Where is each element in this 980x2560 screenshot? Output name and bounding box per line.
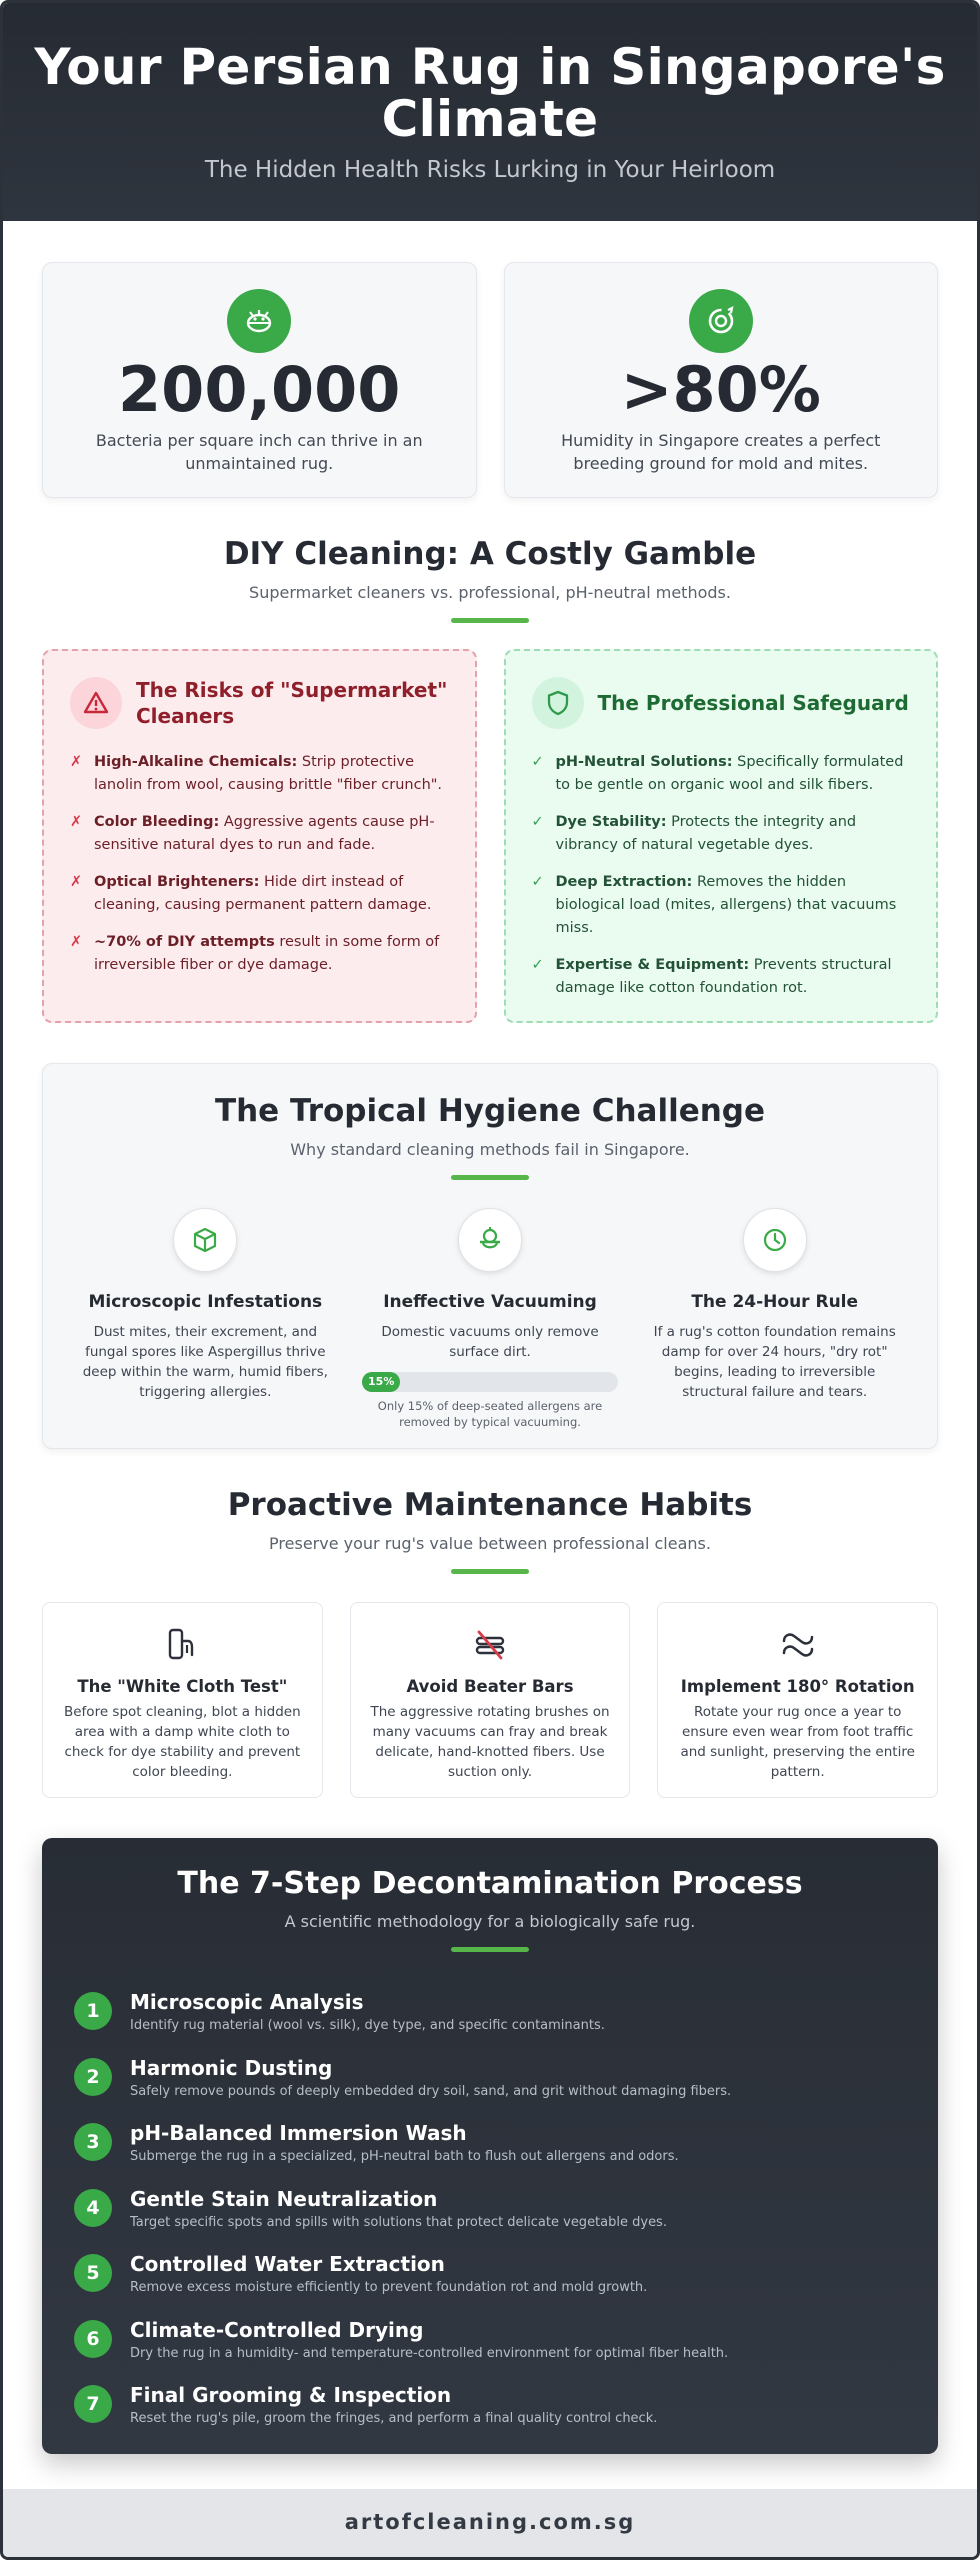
bacteria-icon [227, 289, 291, 353]
challenge-infestations [63, 1208, 348, 1430]
step-title: Microscopic Analysis [130, 1990, 364, 2014]
cross-icon: ✗ [70, 934, 83, 950]
section-subtitle: Preserve your rug's value between professional cleans. [269, 1534, 711, 1553]
section-subtitle: Why standard cleaning methods fail in Singapore. [290, 1140, 690, 1159]
tropical-challenge-panel [42, 1063, 938, 1449]
vacuum-icon [458, 1208, 522, 1272]
step-number: 5 [74, 2254, 112, 2292]
habit-title: Avoid Beater Bars [406, 1677, 574, 1696]
safeguard-item: ✓ pH-Neutral Solutions: Specifically formulated to be gentle on organic wool and silk fibers. [532, 751, 913, 797]
challenge-vacuuming [348, 1208, 633, 1430]
challenge-title: Ineffective Vacuuming [383, 1292, 597, 1312]
check-icon: ✓ [531, 814, 544, 830]
challenge-24-hour-rule [632, 1208, 917, 1430]
step-title: Harmonic Dusting [130, 2055, 333, 2080]
accent-divider [451, 618, 529, 623]
allergen-progress-bar [362, 1372, 618, 1392]
section-title: The 7-Step Decontamination Process [177, 1866, 803, 1901]
step-number: 1 [74, 1992, 112, 2030]
section-title: Proactive Maintenance Habits [227, 1487, 753, 1523]
decontamination-process-panel [42, 1838, 938, 2454]
comparison-row [42, 649, 938, 1023]
step-title: Controlled Water Extraction [130, 2252, 445, 2276]
stat-value: >80% [620, 353, 821, 426]
panel-title: The Professional Safeguard [597, 691, 909, 715]
main-content [3, 262, 977, 2454]
tropical-section-head [43, 1093, 937, 1180]
step-text: Remove excess moisture efficiently to prevent foundation rot and mold growth. [130, 2280, 648, 2295]
habit-text: Rotate your rug once a year to ensure even wear from foot traffic and sunlight, preserving the entire pattern. [680, 1704, 915, 1780]
hand-cloth-icon [57, 1625, 308, 1665]
process-step [74, 1990, 906, 2056]
stat-value: 200,000 [118, 353, 401, 426]
section-subtitle: Supermarket cleaners vs. professional, pH-neutral methods. [249, 583, 731, 602]
rotate-icon [672, 1625, 923, 1665]
hero-header [3, 3, 977, 221]
shield-icon [532, 677, 584, 729]
process-step [74, 2187, 906, 2253]
habit-text: Before spot cleaning, blot a hidden area with a damp white cloth to check for dye stability and prevent color bleeding. [63, 1704, 301, 1780]
challenge-title: The 24-Hour Rule [691, 1292, 859, 1312]
clock-icon [743, 1208, 807, 1272]
step-number: 4 [74, 2189, 112, 2227]
diy-section-head [42, 536, 938, 623]
stat-card-bacteria [42, 262, 477, 498]
section-title: DIY Cleaning: A Costly Gamble [223, 536, 757, 572]
warning-icon [70, 677, 122, 729]
stat-card-humidity [504, 262, 939, 498]
stats-row [42, 262, 938, 498]
risk-item: ✗ Optical Brighteners: Hide dirt instead of cleaning, causing permanent pattern damage. [70, 871, 451, 917]
section-subtitle: A scientific methodology for a biologically safe rug. [284, 1912, 696, 1931]
habit-card-rotation [657, 1602, 938, 1798]
panel-header [70, 677, 451, 729]
cross-icon: ✗ [70, 814, 83, 830]
page-title [3, 38, 977, 148]
process-step [74, 2318, 906, 2384]
risks-panel [42, 649, 477, 1023]
step-number: 3 [74, 2123, 112, 2161]
title-line-2: Climate [381, 90, 599, 148]
cube-icon [173, 1208, 237, 1272]
risk-item: ✗ High-Alkaline Chemicals: Strip protective lanolin from wool, causing brittle "fiber crunch". [70, 751, 451, 797]
step-text: Safely remove pounds of deeply embedded dry soil, sand, and grit without damaging fibers. [130, 2083, 732, 2099]
title-line-1: Your Persian Rug in Singapore's [34, 38, 946, 96]
step-text: Submerge the rug in a specialized, pH-neutral bath to flush out allergens and odors. [130, 2149, 679, 2164]
challenge-text: Domestic vacuums only remove surface dirt. [381, 1324, 599, 1360]
step-text: Target specific spots and spills with solutions that protect delicate vegetable dyes. [130, 2214, 667, 2230]
step-number: 7 [74, 2385, 112, 2423]
challenge-text: If a rug's cotton foundation remains damp for over 24 hours, "dry rot" begins, leading to irreversible structural failure and tears. [653, 1324, 896, 1400]
accent-divider [451, 1569, 529, 1574]
step-title: Final Grooming & Inspection [130, 2383, 452, 2407]
progress-note: Only 15% of deep-seated allergens are removed by typical vacuuming. [377, 1399, 603, 1429]
humidity-icon [689, 289, 753, 353]
process-steps [42, 1990, 938, 2449]
challenge-columns [43, 1208, 937, 1430]
accent-divider [451, 1947, 529, 1952]
challenge-title: Microscopic Infestations [88, 1292, 323, 1312]
progress-fill: 15% [362, 1372, 400, 1392]
risk-item: ✗ Color Bleeding: Aggressive agents cause pH-sensitive natural dyes to run and fade. [70, 811, 451, 857]
safeguard-item: ✓ Expertise & Equipment: Prevents structural damage like cotton foundation rot. [532, 954, 913, 1000]
section-title: The Tropical Hygiene Challenge [214, 1093, 766, 1129]
check-icon: ✓ [531, 957, 544, 973]
habit-card-beater-bars [350, 1602, 631, 1798]
step-text: Reset the rug's pile, groom the fringes, and perform a final quality control check. [130, 2411, 658, 2426]
no-beater-bar-icon [365, 1625, 616, 1665]
step-title: pH-Balanced Immersion Wash [130, 2121, 467, 2145]
step-number: 2 [74, 2058, 112, 2096]
step-text: Dry the rug in a humidity- and temperature-controlled environment for optimal fiber health. [130, 2345, 729, 2361]
process-step [74, 2252, 906, 2318]
habit-card-white-cloth [42, 1602, 323, 1798]
check-icon: ✓ [531, 754, 544, 770]
stat-description: Bacteria per square inch can thrive in an unmaintained rug. [95, 431, 423, 473]
safeguard-item: ✓ Deep Extraction: Removes the hidden biological load (mites, allergens) that vacuums miss. [532, 871, 913, 940]
safeguard-panel [504, 649, 939, 1023]
step-text: Identify rug material (wool vs. silk), dye type, and specific contaminants. [130, 2018, 605, 2033]
cross-icon: ✗ [70, 874, 83, 890]
process-step [74, 2056, 906, 2122]
footer [3, 2489, 977, 2557]
step-title: Gentle Stain Neutralization [130, 2186, 438, 2211]
cross-icon: ✗ [70, 754, 83, 770]
challenge-text: Dust mites, their excrement, and fungal spores like Aspergillus thrive deep within the warm, humid fibers, triggering allergies. [82, 1324, 328, 1400]
footer-site-link[interactable]: artofcleaning.com.sg [344, 2510, 636, 2534]
page-subtitle: The Hidden Health Risks Lurking in Your Heirloom [204, 157, 776, 183]
panel-title: The Risks of "Supermarket" Cleaners [136, 678, 448, 728]
stat-description: Humidity in Singapore creates a perfect breeding ground for mold and mites. [561, 431, 881, 473]
process-step [74, 2121, 906, 2187]
safeguard-item: ✓ Dye Stability: Protects the integrity and vibrancy of natural vegetable dyes. [532, 811, 913, 857]
panel-header [532, 677, 913, 729]
habit-text: The aggressive rotating brushes on many vacuums can fray and break delicate, hand-knotted fibers. Use suction only. [370, 1704, 610, 1780]
habit-title: Implement 180° Rotation [680, 1677, 915, 1696]
step-title: Climate-Controlled Drying [130, 2317, 424, 2342]
habit-title: The "White Cloth Test" [77, 1677, 288, 1696]
process-step [74, 2383, 906, 2449]
step-number: 6 [74, 2320, 112, 2358]
check-icon: ✓ [531, 874, 544, 890]
habits-section-head [42, 1487, 938, 1574]
risk-item: ✗ ~70% of DIY attempts result in some form of irreversible fiber or dye damage. [70, 931, 451, 977]
accent-divider [451, 1175, 529, 1180]
habits-row [42, 1602, 938, 1798]
